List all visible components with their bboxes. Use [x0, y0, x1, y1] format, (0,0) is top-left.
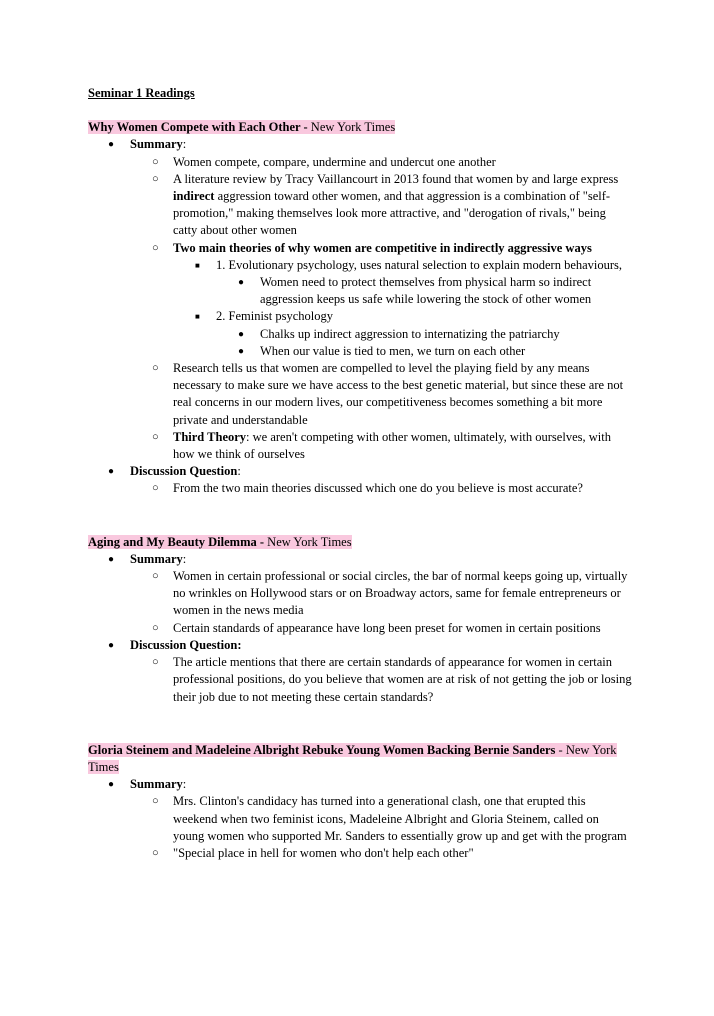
heading-highlight	[88, 120, 395, 134]
summary-label: Summary	[130, 777, 183, 792]
list-item: ● Women need to protect themselves from physical harm so indirect aggression keeps us safe while lowering the stock of other women	[88, 274, 633, 308]
list-item: ○ Women compete, compare, undermine and undercut one another	[88, 154, 633, 171]
list-item	[88, 136, 633, 463]
reading-section-1	[88, 119, 633, 497]
reading-title: Gloria Steinem and Madeleine Albright Rebuke Young Women Backing Bernie Sanders	[88, 742, 556, 757]
list-item: ○ From the two main theories discussed which one do you believe is most accurate?	[88, 480, 633, 497]
list-item	[88, 637, 633, 706]
reading-title: Aging and My Beauty Dilemma -	[88, 534, 265, 549]
reading-source: - New York Times	[88, 742, 617, 774]
list-item	[88, 429, 633, 463]
text-run: aggression toward other women, and that aggression is a combination of "self-promotion," making themselves look more attractive, and "derogation of rivals," being catty about other women	[173, 189, 611, 238]
list-item: ○ Research tells us that women are compelled to level the playing field by any means necessary to make sure we have access to the best genetic material, but since these are not real concerns in our modern lives, our competitiveness becomes something a bit more private and understandable	[88, 360, 633, 429]
bold-text: Two main theories of why women are competitive in indirectly aggressive ways	[173, 240, 592, 255]
document-title: Seminar 1 Readings	[88, 86, 195, 100]
list-item: ○ "Special place in hell for women who don't help each other"	[88, 845, 633, 862]
reading-heading	[88, 119, 633, 136]
list-item: ○ Certain standards of appearance have long been preset for women in certain positions	[88, 620, 633, 637]
list-item	[88, 171, 633, 240]
sub-list	[130, 793, 633, 862]
list-item	[88, 551, 633, 637]
text-run: 2. Feminist psychology	[216, 309, 334, 324]
list-item	[88, 776, 633, 862]
sub-list	[130, 654, 633, 706]
heading-highlight	[88, 743, 617, 774]
discussion-question-label: Discussion Question	[130, 464, 238, 479]
reading-title: Why Women Compete with Each Other -	[88, 120, 308, 135]
reading-heading	[88, 742, 633, 776]
sub-list	[130, 154, 633, 464]
list-item: ● Chalks up indirect aggression to internatizing the patriarchy	[88, 326, 633, 343]
summary-colon: :	[182, 777, 187, 792]
bullet-list	[88, 136, 633, 497]
list-item	[88, 240, 633, 360]
text-run: 1. Evolutionary psychology, uses natural selection to explain modern behaviours,	[216, 257, 623, 272]
dq-colon: :	[237, 464, 241, 479]
bold-text: Third Theory	[173, 429, 247, 444]
document-page	[88, 85, 633, 898]
text-run: : we aren't competing with other women, ultimately, with ourselves, with how we think of ourselves	[173, 429, 611, 462]
reading-section-2	[88, 534, 633, 706]
summary-colon: :	[182, 137, 187, 152]
bold-text: indirect	[173, 189, 215, 204]
reading-source: New York Times	[307, 120, 396, 135]
list-item: ○ Mrs. Clinton's candidacy has turned into a generational clash, one that erupted this weekend when two feminist icons, Madeleine Albright and Gloria Steinem, called on young women who supported Mr. Sanders to essentially grow up and get with the program	[88, 793, 633, 845]
list-item: ○ The article mentions that there are certain standards of appearance for women in certain professional positions, do you believe that women are at risk of not getting the job or losing their job due to not meeting these certain standards?	[88, 654, 633, 706]
reading-section-3	[88, 742, 633, 862]
list-item	[88, 463, 633, 497]
summary-colon: :	[182, 551, 187, 566]
sub-list	[216, 326, 633, 360]
bullet-list	[88, 776, 633, 862]
reading-source: New York Times	[264, 534, 352, 549]
sub-list	[130, 480, 633, 497]
list-item: ○ Women in certain professional or social circles, the bar of normal keeps going up, virtually no wrinkles on Hollywood stars or on Broadway actors, same for female entrepreneurs or women in the news media	[88, 568, 633, 620]
sub-list	[173, 257, 633, 360]
summary-label: Summary	[130, 551, 183, 566]
text-run: A literature review by Tracy Vaillancourt in 2013 found that women by and large express	[173, 171, 619, 186]
sub-list	[130, 568, 633, 637]
discussion-question-label: Discussion Question:	[130, 637, 242, 652]
list-item	[88, 257, 633, 309]
reading-heading	[88, 534, 633, 551]
list-item: ● When our value is tied to men, we turn on each other	[88, 343, 633, 360]
heading-highlight	[88, 535, 352, 549]
summary-label: Summary	[130, 137, 183, 152]
list-item	[88, 308, 633, 360]
sub-list	[216, 274, 633, 308]
bullet-list	[88, 551, 633, 706]
